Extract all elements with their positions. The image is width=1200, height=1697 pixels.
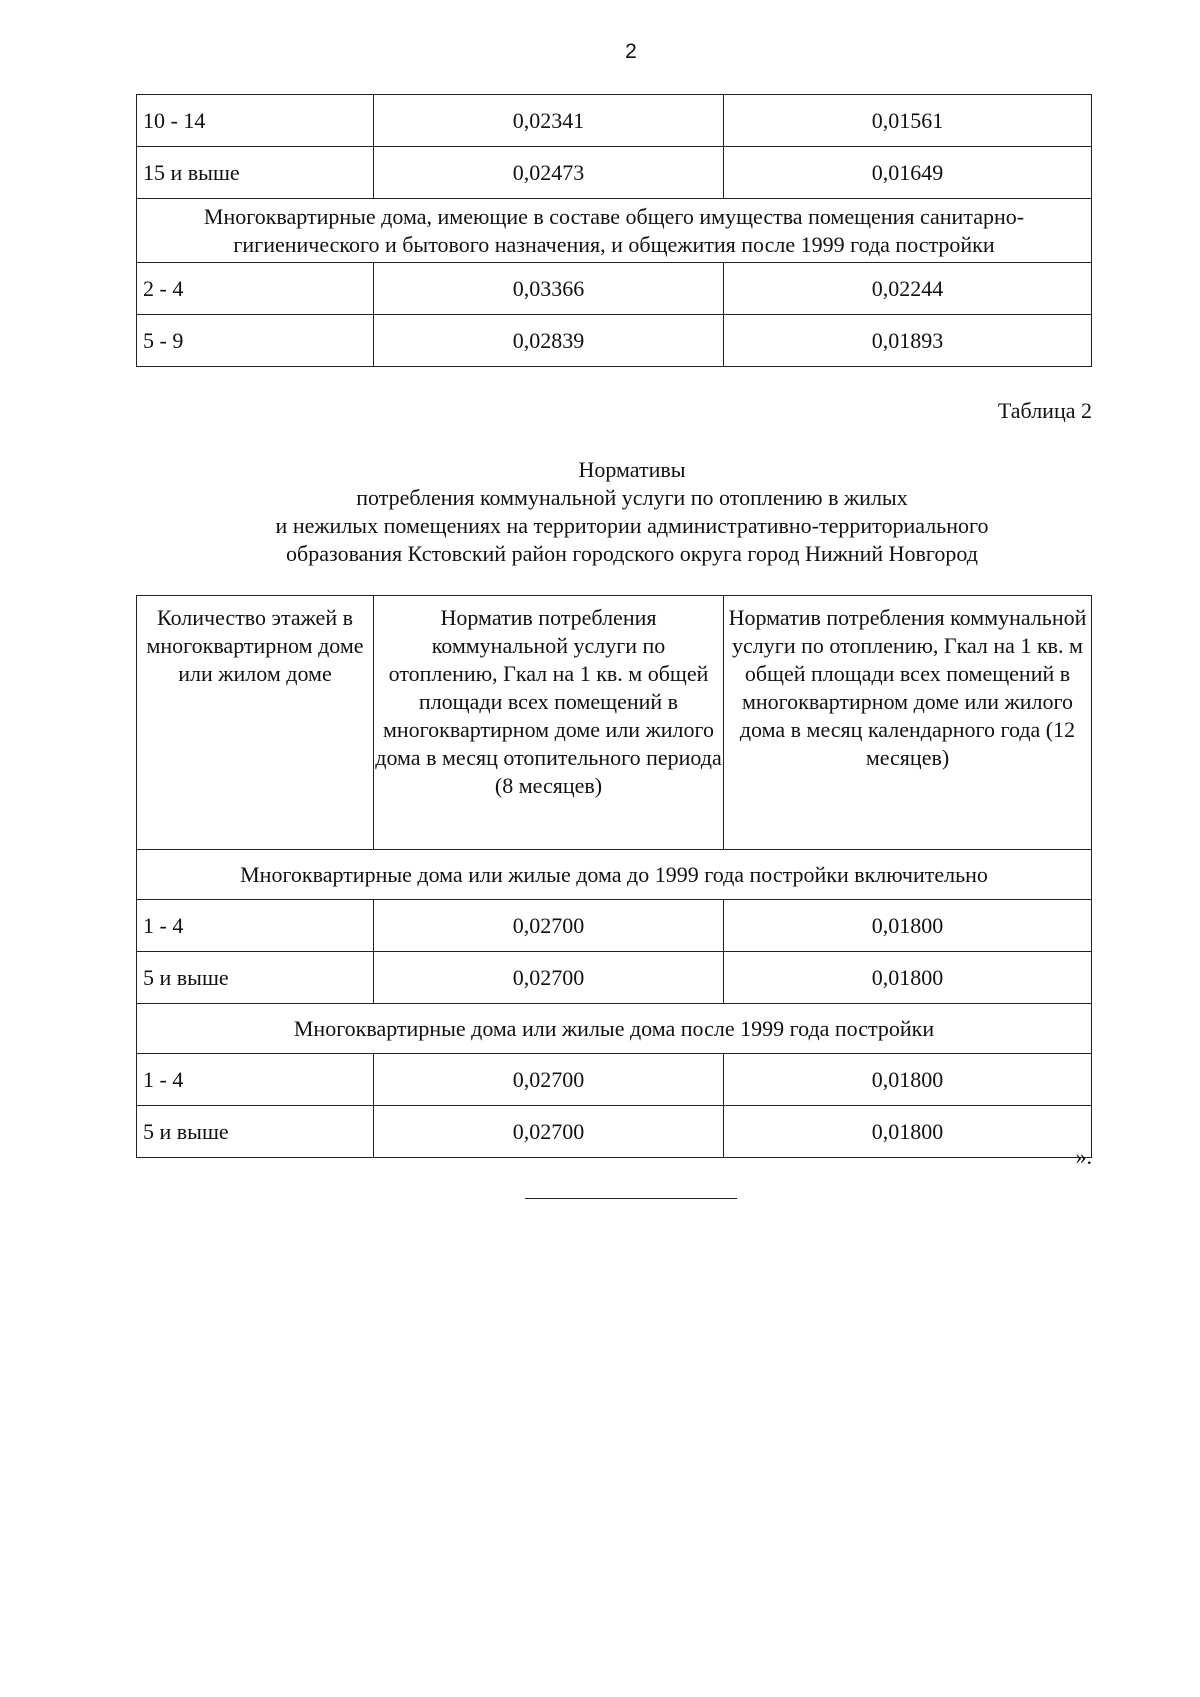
page-number: 2 — [625, 40, 637, 63]
title-line: образования Кстовский район городского округа город Нижний Новгород — [286, 541, 978, 566]
table-row — [137, 900, 1092, 952]
title-line: Нормативы — [578, 457, 686, 482]
group-row — [137, 199, 1092, 263]
calendar-year-cell: 0,01649 — [724, 147, 1092, 199]
calendar-year-cell: 0,02244 — [724, 263, 1092, 315]
group-heading: Многоквартирные дома или жилые дома после 1999 года постройки — [137, 1004, 1092, 1054]
header-row — [137, 596, 1092, 850]
floors-cell: 10 - 14 — [137, 95, 374, 147]
calendar-year-cell: 0,01800 — [724, 952, 1092, 1004]
heating-period-cell: 0,03366 — [374, 263, 724, 315]
floors-cell: 5 и выше — [137, 952, 374, 1004]
group-row — [137, 1004, 1092, 1054]
floors-cell: 5 и выше — [137, 1106, 374, 1158]
table-row — [137, 147, 1092, 199]
table-row — [137, 1054, 1092, 1106]
calendar-year-cell: 0,01561 — [724, 95, 1092, 147]
heating-period-cell: 0,02700 — [374, 1054, 724, 1106]
floors-cell: 2 - 4 — [137, 263, 374, 315]
header-heating-period: Норматив потребления коммунальной услуги по отоплению, Гкал на 1 кв. м общей площади всех помещений в многоквартирном доме или жилого дома в месяц отопительного периода (8 месяцев) — [374, 596, 724, 850]
closing-quote-mark: ». — [1075, 1144, 1092, 1169]
heating-period-cell: 0,02700 — [374, 900, 724, 952]
table-row — [137, 315, 1092, 367]
floors-cell: 1 - 4 — [137, 1054, 374, 1106]
calendar-year-cell: 0,01800 — [724, 1054, 1092, 1106]
table-row — [137, 952, 1092, 1004]
heating-period-cell: 0,02341 — [374, 95, 724, 147]
table-row — [137, 1106, 1092, 1158]
calendar-year-cell: 0,01800 — [724, 900, 1092, 952]
table-1-continuation — [136, 94, 1092, 367]
floors-cell: 15 и выше — [137, 147, 374, 199]
floors-cell: 5 - 9 — [137, 315, 374, 367]
group-heading: Многоквартирные дома или жилые дома до 1999 года постройки включительно — [137, 850, 1092, 900]
table-label: Таблица 2 — [997, 398, 1092, 423]
title-line: и нежилых помещениях на территории административно-территориального — [275, 513, 989, 538]
header-floors: Количество этажей в многоквартирном доме или жилом доме — [137, 596, 374, 850]
heating-period-cell: 0,02839 — [374, 315, 724, 367]
table-title — [136, 456, 1128, 568]
calendar-year-cell: 0,01893 — [724, 315, 1092, 367]
table-row — [137, 263, 1092, 315]
title-line: потребления коммунальной услуги по отоплению в жилых — [356, 485, 908, 510]
heating-period-cell: 0,02473 — [374, 147, 724, 199]
header-calendar-year: Норматив потребления коммунальной услуги по отоплению, Гкал на 1 кв. м общей площади всех помещений в многоквартирном доме или жилого дома в месяц календарного года (12 месяцев) — [724, 596, 1092, 850]
group-heading: Многоквартирные дома, имеющие в составе общего имущества помещения санитарно-гигиенического и бытового назначения, и общежития после 1999 года постройки — [137, 199, 1092, 263]
heating-period-cell: 0,02700 — [374, 952, 724, 1004]
group-row — [137, 850, 1092, 900]
calendar-year-cell: 0,01800 — [724, 1106, 1092, 1158]
end-divider — [525, 1198, 737, 1199]
heating-period-cell: 0,02700 — [374, 1106, 724, 1158]
table-2 — [136, 595, 1092, 1158]
floors-cell: 1 - 4 — [137, 900, 374, 952]
table-row — [137, 95, 1092, 147]
